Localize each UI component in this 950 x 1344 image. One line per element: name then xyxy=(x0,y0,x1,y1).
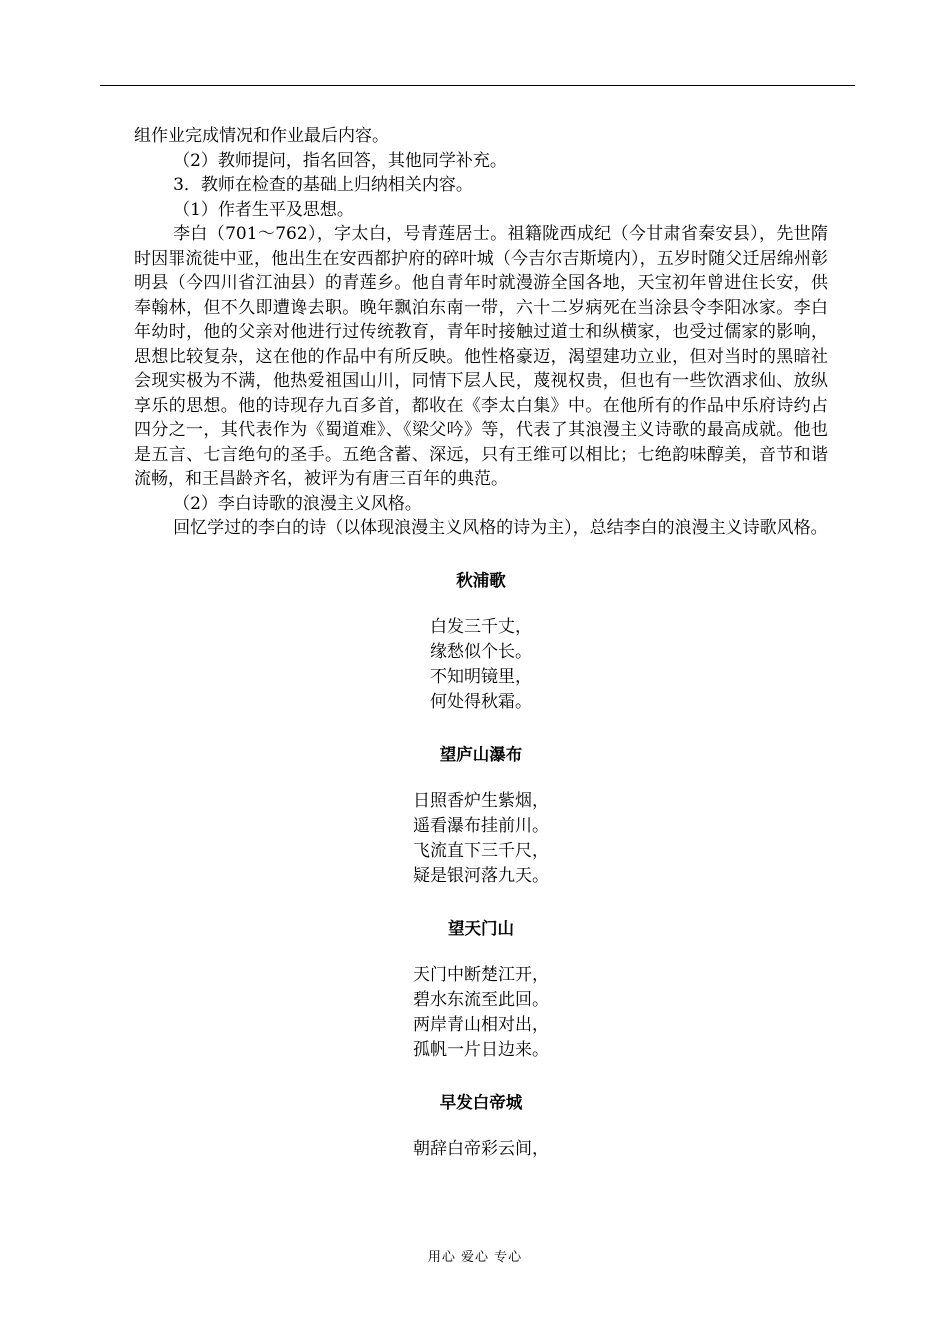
poem-line: 缘愁似个长。 xyxy=(430,641,532,662)
poem-title: 望庐山瀑布 xyxy=(439,744,523,764)
poem-line: 碧水东流至此回。 xyxy=(413,989,549,1010)
page-footer: 用心 爱心 专心 xyxy=(427,1250,523,1265)
poem-line: 飞流直下三千尺， xyxy=(413,840,549,861)
poem-line: 何处得秋霜。 xyxy=(430,691,532,712)
poem-line: 日照香炉生紫烟， xyxy=(413,790,549,811)
poem-line: 白发三千丈， xyxy=(430,616,532,637)
paragraph-teacher-question: （2）教师提问，指名回答，其他同学补充。 xyxy=(173,150,507,171)
section-heading-biography: （1）作者生平及思想。 xyxy=(173,199,354,220)
poem-line: 遥看瀑布挂前川。 xyxy=(413,815,549,836)
poem-qiupu-ge xyxy=(134,569,828,715)
paragraph-review-instruction: 回忆学过的李白的诗（以体现浪漫主义风格的诗为主），总结李白的浪漫主义诗歌风格。 xyxy=(173,518,828,538)
poem-line: 孤帆一片日边来。 xyxy=(413,1039,549,1060)
poem-title: 早发白帝城 xyxy=(439,1092,523,1112)
poem-line: 朝辞白帝彩云间， xyxy=(413,1138,549,1159)
poem-lines xyxy=(430,615,532,715)
poem-title: 望天门山 xyxy=(448,918,514,938)
poem-line: 不知明镜里， xyxy=(430,666,532,687)
poem-wang-lushan-pubu xyxy=(134,743,828,889)
poem-lines xyxy=(413,1137,549,1162)
poem-wang-tianmen-shan xyxy=(134,917,828,1063)
paragraph-continuation: 组作业完成情况和作业最后内容。 xyxy=(134,126,389,146)
poem-lines xyxy=(413,963,549,1063)
header-rule xyxy=(100,85,855,86)
poem-line: 疑是银河落九天。 xyxy=(413,865,549,886)
poem-line: 两岸青山相对出， xyxy=(413,1014,549,1035)
section-heading-romantic-style: （2）李白诗歌的浪漫主义风格。 xyxy=(173,493,422,514)
paragraph-li-bai-biography: 李白（701～762），字太白，号青莲居士。祖籍陇西成纪（今甘肃省秦安县），先世隋时因罪流徙中亚，他出生在安西都护府的碎叶城（今吉尔吉斯境内），五岁时随父迁居绵州彰明县（今四川省江油县）的青莲乡。他自青年时就漫游全国各地，天宝初年曾进住长安，供奉翰林，但不久即遭谗去职。晚年飘泊东南一带，六十二岁病死在当涂县令李阳冰家。李白年幼时，他的父亲对他进行过传统教育，青年时接触过道士和纵横家，也受过儒家的影响，思想比较复杂，这在他的作品中有所反映。他性格豪迈，渴望建功立业，但对当时的黑暗社会现实极为不满，他热爱祖国山川，同情下层人民，蔑视权贵，但也有一些饮酒求仙、放纵享乐的思想。他的诗现存九百多首，都收在《李太白集》中。在他所有的作品中乐府诗约占四分之一，其代表作为《蜀道难》、《梁父吟》等，代表了其浪漫主义诗歌的最高成就。他也是五言、七言绝句的圣手。五绝含蓄、深远，只有王维可以相比；七绝韵味醇美，音节和谐流畅，和王昌龄齐名，被评为有唐三百年的典范。 xyxy=(134,224,828,489)
poem-zao-fa-baidi-cheng xyxy=(134,1091,828,1162)
document-body xyxy=(134,124,828,1162)
paragraph-step-3: 3．教师在检查的基础上归纳相关内容。 xyxy=(173,175,473,195)
poem-lines xyxy=(413,789,549,889)
poem-title: 秋浦歌 xyxy=(456,570,506,590)
poem-line: 天门中断楚江开， xyxy=(413,964,549,985)
